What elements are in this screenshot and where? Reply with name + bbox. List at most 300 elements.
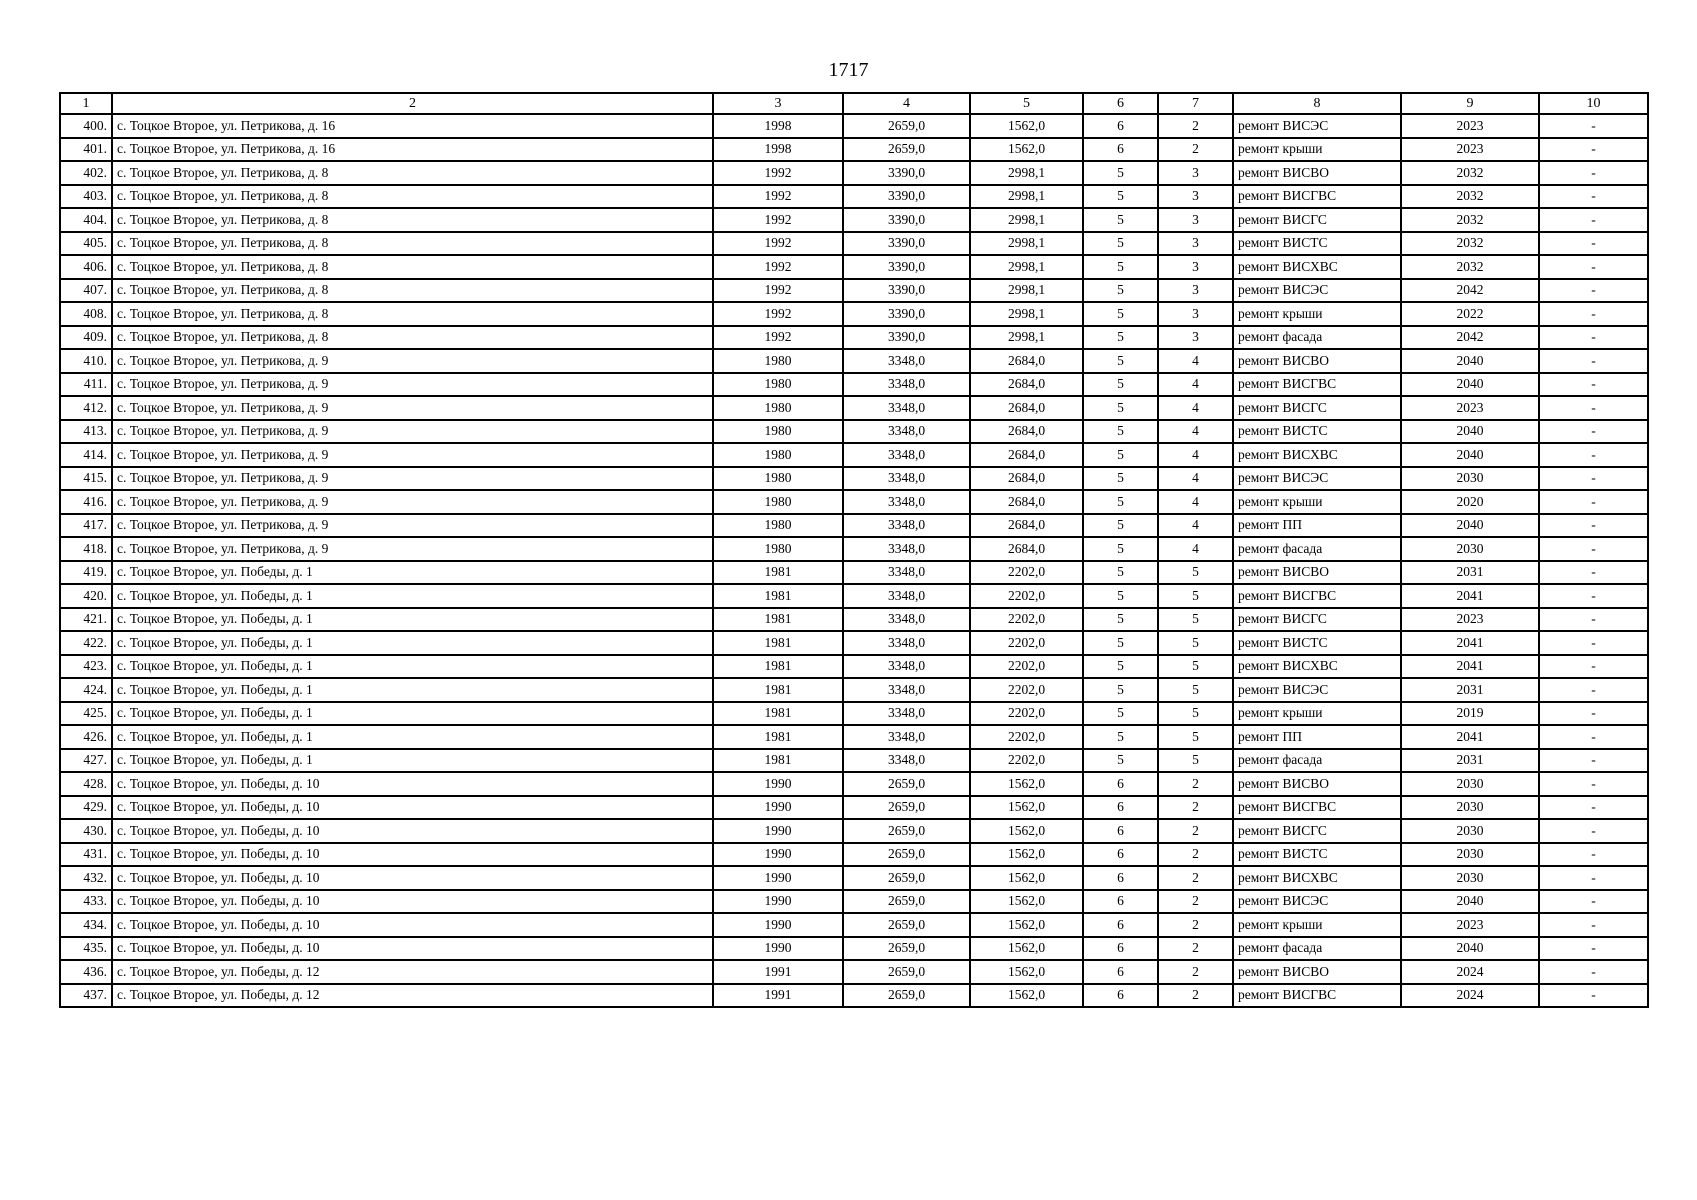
table-cell-col-10: -: [1539, 114, 1648, 138]
table-cell-col-10: -: [1539, 749, 1648, 773]
table-cell-col-8: ремонт ВИСГВС: [1233, 373, 1401, 397]
table-row: [60, 326, 1648, 350]
table-cell-col-8: ремонт ПП: [1233, 725, 1401, 749]
table-row: [60, 114, 1648, 138]
table-cell-col-8: ремонт ВИСГС: [1233, 396, 1401, 420]
table-row: [60, 208, 1648, 232]
table-cell-col-8: ремонт ВИСЭС: [1233, 890, 1401, 914]
table-cell-col-10: -: [1539, 185, 1648, 209]
table-cell-col-3: 1981: [713, 678, 843, 702]
table-cell-col-9: 2030: [1401, 796, 1539, 820]
table-cell-col-7: 2: [1158, 114, 1233, 138]
table-cell-col-2: с. Тоцкое Второе, ул. Петрикова, д. 9: [112, 396, 713, 420]
table-cell-col-3: 1990: [713, 866, 843, 890]
column-header-10: 10: [1539, 93, 1648, 114]
table-cell-col-8: ремонт крыши: [1233, 702, 1401, 726]
table-cell-col-7: 2: [1158, 913, 1233, 937]
table-cell-col-6: 5: [1083, 232, 1158, 256]
table-cell-col-4: 3390,0: [843, 185, 970, 209]
table-cell-col-9: 2023: [1401, 913, 1539, 937]
table-cell-col-6: 5: [1083, 725, 1158, 749]
table-cell-col-5: 1562,0: [970, 138, 1083, 162]
table-cell-col-2: с. Тоцкое Второе, ул. Победы, д. 10: [112, 937, 713, 961]
table-row: [60, 937, 1648, 961]
table-cell-col-6: 5: [1083, 749, 1158, 773]
table-cell-col-9: 2040: [1401, 937, 1539, 961]
table-cell-col-8: ремонт крыши: [1233, 138, 1401, 162]
table-cell-col-3: 1981: [713, 702, 843, 726]
table-row: [60, 725, 1648, 749]
table-cell-col-8: ремонт ВИСХВС: [1233, 443, 1401, 467]
table-cell-col-9: 2030: [1401, 537, 1539, 561]
table-cell-col-7: 3: [1158, 161, 1233, 185]
table-cell-col-10: -: [1539, 772, 1648, 796]
table-cell-col-6: 5: [1083, 608, 1158, 632]
table-cell-col-7: 2: [1158, 960, 1233, 984]
table-cell-col-2: с. Тоцкое Второе, ул. Победы, д. 1: [112, 608, 713, 632]
table-cell-col-2: с. Тоцкое Второе, ул. Петрикова, д. 8: [112, 279, 713, 303]
table-cell-col-6: 6: [1083, 114, 1158, 138]
table-cell-col-4: 3390,0: [843, 279, 970, 303]
table-row: [60, 702, 1648, 726]
table-cell-col-2: с. Тоцкое Второе, ул. Победы, д. 1: [112, 561, 713, 585]
table-cell-col-1: 423.: [60, 655, 112, 679]
table-cell-col-6: 6: [1083, 819, 1158, 843]
table-cell-col-6: 5: [1083, 631, 1158, 655]
table-cell-col-2: с. Тоцкое Второе, ул. Победы, д. 1: [112, 584, 713, 608]
table-cell-col-2: с. Тоцкое Второе, ул. Петрикова, д. 16: [112, 138, 713, 162]
table-cell-col-5: 1562,0: [970, 866, 1083, 890]
table-cell-col-6: 5: [1083, 326, 1158, 350]
table-row: [60, 302, 1648, 326]
table-cell-col-4: 3348,0: [843, 396, 970, 420]
table-cell-col-6: 5: [1083, 678, 1158, 702]
table-cell-col-3: 1980: [713, 349, 843, 373]
table-cell-col-5: 2684,0: [970, 373, 1083, 397]
table-cell-col-7: 2: [1158, 138, 1233, 162]
table-cell-col-10: -: [1539, 161, 1648, 185]
table-cell-col-2: с. Тоцкое Второе, ул. Петрикова, д. 16: [112, 114, 713, 138]
table-cell-col-1: 432.: [60, 866, 112, 890]
table-row: [60, 960, 1648, 984]
table-cell-col-4: 2659,0: [843, 937, 970, 961]
table-row: [60, 373, 1648, 397]
table-cell-col-5: 1562,0: [970, 796, 1083, 820]
table-cell-col-7: 5: [1158, 584, 1233, 608]
table-row: [60, 890, 1648, 914]
table-cell-col-1: 431.: [60, 843, 112, 867]
table-cell-col-4: 3390,0: [843, 326, 970, 350]
table-cell-col-7: 3: [1158, 326, 1233, 350]
table-cell-col-2: с. Тоцкое Второе, ул. Победы, д. 10: [112, 866, 713, 890]
table-cell-col-7: 5: [1158, 655, 1233, 679]
column-header-7: 7: [1158, 93, 1233, 114]
table-cell-col-7: 5: [1158, 561, 1233, 585]
table-row: [60, 279, 1648, 303]
table-cell-col-4: 3348,0: [843, 373, 970, 397]
table-cell-col-8: ремонт ВИСВО: [1233, 960, 1401, 984]
table-cell-col-10: -: [1539, 725, 1648, 749]
table-cell-col-10: -: [1539, 890, 1648, 914]
table-cell-col-1: 409.: [60, 326, 112, 350]
table-row: [60, 232, 1648, 256]
table-cell-col-7: 3: [1158, 232, 1233, 256]
table-cell-col-9: 2023: [1401, 138, 1539, 162]
table-cell-col-3: 1992: [713, 255, 843, 279]
column-header-6: 6: [1083, 93, 1158, 114]
table-cell-col-4: 3348,0: [843, 584, 970, 608]
table-cell-col-4: 3348,0: [843, 443, 970, 467]
table-row: [60, 349, 1648, 373]
table-cell-col-3: 1980: [713, 537, 843, 561]
table-cell-col-8: ремонт ПП: [1233, 514, 1401, 538]
table-cell-col-5: 2202,0: [970, 655, 1083, 679]
table-cell-col-7: 2: [1158, 843, 1233, 867]
table-row: [60, 396, 1648, 420]
table-cell-col-6: 5: [1083, 561, 1158, 585]
table-cell-col-5: 1562,0: [970, 843, 1083, 867]
table-cell-col-1: 405.: [60, 232, 112, 256]
table-cell-col-6: 5: [1083, 396, 1158, 420]
table-cell-col-7: 5: [1158, 608, 1233, 632]
table-cell-col-3: 1980: [713, 467, 843, 491]
table-cell-col-5: 2202,0: [970, 631, 1083, 655]
table-cell-col-8: ремонт крыши: [1233, 913, 1401, 937]
table-cell-col-10: -: [1539, 208, 1648, 232]
table-cell-col-8: ремонт ВИСВО: [1233, 161, 1401, 185]
table-row: [60, 561, 1648, 585]
table-cell-col-2: с. Тоцкое Второе, ул. Победы, д. 10: [112, 796, 713, 820]
table-cell-col-4: 2659,0: [843, 866, 970, 890]
table-cell-col-1: 418.: [60, 537, 112, 561]
table-cell-col-2: с. Тоцкое Второе, ул. Петрикова, д. 9: [112, 443, 713, 467]
table-cell-col-3: 1992: [713, 232, 843, 256]
table-cell-col-1: 415.: [60, 467, 112, 491]
table-cell-col-2: с. Тоцкое Второе, ул. Победы, д. 1: [112, 678, 713, 702]
table-cell-col-8: ремонт фасада: [1233, 537, 1401, 561]
table-cell-col-3: 1981: [713, 749, 843, 773]
table-cell-col-8: ремонт ВИСВО: [1233, 772, 1401, 796]
table-cell-col-6: 5: [1083, 349, 1158, 373]
table-cell-col-1: 427.: [60, 749, 112, 773]
table-cell-col-8: ремонт ВИСГС: [1233, 819, 1401, 843]
table-cell-col-10: -: [1539, 279, 1648, 303]
table-cell-col-5: 2684,0: [970, 396, 1083, 420]
table-cell-col-1: 411.: [60, 373, 112, 397]
table-cell-col-3: 1980: [713, 420, 843, 444]
table-cell-col-9: 2042: [1401, 326, 1539, 350]
table-cell-col-5: 2684,0: [970, 443, 1083, 467]
table-row: [60, 490, 1648, 514]
table-cell-col-3: 1981: [713, 655, 843, 679]
table-cell-col-3: 1990: [713, 772, 843, 796]
table-cell-col-10: -: [1539, 302, 1648, 326]
table-cell-col-4: 3348,0: [843, 749, 970, 773]
table-cell-col-7: 4: [1158, 420, 1233, 444]
table-cell-col-2: с. Тоцкое Второе, ул. Победы, д. 10: [112, 843, 713, 867]
table-cell-col-9: 2041: [1401, 725, 1539, 749]
table-cell-col-2: с. Тоцкое Второе, ул. Победы, д. 1: [112, 702, 713, 726]
table-cell-col-6: 5: [1083, 185, 1158, 209]
table-cell-col-1: 406.: [60, 255, 112, 279]
table-cell-col-6: 5: [1083, 584, 1158, 608]
table-row: [60, 514, 1648, 538]
table-cell-col-3: 1980: [713, 514, 843, 538]
table-cell-col-3: 1981: [713, 725, 843, 749]
table-cell-col-8: ремонт фасада: [1233, 326, 1401, 350]
table-cell-col-5: 2684,0: [970, 420, 1083, 444]
table-cell-col-3: 1980: [713, 373, 843, 397]
table-cell-col-1: 433.: [60, 890, 112, 914]
table-cell-col-7: 3: [1158, 302, 1233, 326]
table-cell-col-9: 2023: [1401, 396, 1539, 420]
table-cell-col-1: 430.: [60, 819, 112, 843]
table-cell-col-4: 3390,0: [843, 161, 970, 185]
table-cell-col-3: 1991: [713, 960, 843, 984]
table-cell-col-4: 3348,0: [843, 537, 970, 561]
table-cell-col-2: с. Тоцкое Второе, ул. Петрикова, д. 8: [112, 161, 713, 185]
table-cell-col-3: 1990: [713, 937, 843, 961]
table-row: [60, 185, 1648, 209]
table-cell-col-9: 2023: [1401, 114, 1539, 138]
table-cell-col-8: ремонт ВИСГВС: [1233, 984, 1401, 1008]
table-row: [60, 655, 1648, 679]
table-cell-col-10: -: [1539, 913, 1648, 937]
table-cell-col-8: ремонт ВИСЭС: [1233, 114, 1401, 138]
table-cell-col-1: 412.: [60, 396, 112, 420]
table-cell-col-10: -: [1539, 443, 1648, 467]
table-cell-col-10: -: [1539, 537, 1648, 561]
table-cell-col-3: 1998: [713, 138, 843, 162]
table-cell-col-9: 2042: [1401, 279, 1539, 303]
table-cell-col-6: 5: [1083, 514, 1158, 538]
table-cell-col-5: 2202,0: [970, 749, 1083, 773]
table-cell-col-3: 1981: [713, 584, 843, 608]
table-cell-col-7: 2: [1158, 984, 1233, 1008]
table-row: [60, 678, 1648, 702]
table-cell-col-2: с. Тоцкое Второе, ул. Петрикова, д. 9: [112, 467, 713, 491]
table-cell-col-6: 6: [1083, 937, 1158, 961]
table-cell-col-5: 2998,1: [970, 255, 1083, 279]
table-cell-col-9: 2031: [1401, 678, 1539, 702]
table-cell-col-7: 2: [1158, 890, 1233, 914]
table-cell-col-7: 4: [1158, 443, 1233, 467]
table-cell-col-4: 3348,0: [843, 725, 970, 749]
table-cell-col-10: -: [1539, 584, 1648, 608]
table-cell-col-1: 401.: [60, 138, 112, 162]
table-cell-col-4: 3348,0: [843, 514, 970, 538]
table-cell-col-6: 6: [1083, 138, 1158, 162]
table-cell-col-4: 3390,0: [843, 232, 970, 256]
table-cell-col-2: с. Тоцкое Второе, ул. Победы, д. 1: [112, 631, 713, 655]
table-cell-col-8: ремонт крыши: [1233, 490, 1401, 514]
column-header-9: 9: [1401, 93, 1539, 114]
table-cell-col-5: 1562,0: [970, 913, 1083, 937]
table-cell-col-2: с. Тоцкое Второе, ул. Петрикова, д. 8: [112, 232, 713, 256]
table-cell-col-10: -: [1539, 608, 1648, 632]
table-cell-col-10: -: [1539, 255, 1648, 279]
table-cell-col-8: ремонт ВИСХВС: [1233, 655, 1401, 679]
table-cell-col-3: 1992: [713, 302, 843, 326]
table-cell-col-4: 3348,0: [843, 608, 970, 632]
table-cell-col-7: 2: [1158, 796, 1233, 820]
table-cell-col-5: 1562,0: [970, 984, 1083, 1008]
table-cell-col-3: 1980: [713, 396, 843, 420]
table-cell-col-6: 5: [1083, 302, 1158, 326]
table-cell-col-7: 5: [1158, 631, 1233, 655]
table-cell-col-5: 2998,1: [970, 302, 1083, 326]
table-cell-col-7: 4: [1158, 373, 1233, 397]
table-cell-col-2: с. Тоцкое Второе, ул. Победы, д. 10: [112, 772, 713, 796]
table-cell-col-6: 5: [1083, 537, 1158, 561]
table-cell-col-10: -: [1539, 349, 1648, 373]
table-header-row: [60, 93, 1648, 114]
table-cell-col-4: 2659,0: [843, 114, 970, 138]
table-cell-col-7: 3: [1158, 185, 1233, 209]
table-cell-col-1: 422.: [60, 631, 112, 655]
table-cell-col-10: -: [1539, 138, 1648, 162]
table-cell-col-1: 417.: [60, 514, 112, 538]
table-cell-col-9: 2030: [1401, 467, 1539, 491]
table-row: [60, 749, 1648, 773]
table-cell-col-9: 2030: [1401, 866, 1539, 890]
table-cell-col-2: с. Тоцкое Второе, ул. Петрикова, д. 9: [112, 514, 713, 538]
table-cell-col-3: 1992: [713, 185, 843, 209]
table-cell-col-3: 1981: [713, 631, 843, 655]
table-cell-col-8: ремонт ВИСГВС: [1233, 584, 1401, 608]
table-row: [60, 161, 1648, 185]
table-cell-col-3: 1992: [713, 208, 843, 232]
table-cell-col-1: 428.: [60, 772, 112, 796]
table-cell-col-3: 1990: [713, 796, 843, 820]
table-cell-col-7: 5: [1158, 725, 1233, 749]
table-cell-col-4: 3348,0: [843, 561, 970, 585]
table-cell-col-7: 4: [1158, 467, 1233, 491]
table-cell-col-9: 2019: [1401, 702, 1539, 726]
table-cell-col-2: с. Тоцкое Второе, ул. Победы, д. 10: [112, 819, 713, 843]
table-cell-col-1: 437.: [60, 984, 112, 1008]
table-cell-col-6: 5: [1083, 161, 1158, 185]
table-cell-col-4: 2659,0: [843, 138, 970, 162]
table-cell-col-7: 4: [1158, 349, 1233, 373]
table-cell-col-2: с. Тоцкое Второе, ул. Победы, д. 1: [112, 749, 713, 773]
table-cell-col-5: 2202,0: [970, 584, 1083, 608]
table-cell-col-1: 436.: [60, 960, 112, 984]
table-cell-col-7: 3: [1158, 208, 1233, 232]
table-cell-col-5: 1562,0: [970, 819, 1083, 843]
table-cell-col-1: 434.: [60, 913, 112, 937]
table-row: [60, 608, 1648, 632]
table-cell-col-5: 2202,0: [970, 678, 1083, 702]
table-cell-col-1: 425.: [60, 702, 112, 726]
table-row: [60, 255, 1648, 279]
table-cell-col-1: 407.: [60, 279, 112, 303]
table-cell-col-4: 3348,0: [843, 420, 970, 444]
table-cell-col-3: 1992: [713, 279, 843, 303]
table-cell-col-7: 4: [1158, 537, 1233, 561]
table-row: [60, 843, 1648, 867]
table-row: [60, 772, 1648, 796]
table-cell-col-6: 5: [1083, 467, 1158, 491]
table-cell-col-10: -: [1539, 937, 1648, 961]
table-cell-col-1: 410.: [60, 349, 112, 373]
table-cell-col-5: 1562,0: [970, 890, 1083, 914]
table-cell-col-10: -: [1539, 561, 1648, 585]
table-cell-col-5: 2684,0: [970, 349, 1083, 373]
table-cell-col-2: с. Тоцкое Второе, ул. Петрикова, д. 8: [112, 185, 713, 209]
table-cell-col-6: 6: [1083, 960, 1158, 984]
table-cell-col-1: 420.: [60, 584, 112, 608]
table-cell-col-8: ремонт ВИСХВС: [1233, 866, 1401, 890]
table-cell-col-9: 2022: [1401, 302, 1539, 326]
table-cell-col-8: ремонт ВИСТС: [1233, 420, 1401, 444]
table-cell-col-6: 5: [1083, 702, 1158, 726]
table-row: [60, 796, 1648, 820]
table-cell-col-7: 4: [1158, 514, 1233, 538]
table-cell-col-5: 2684,0: [970, 537, 1083, 561]
table-cell-col-8: ремонт ВИСГС: [1233, 608, 1401, 632]
table-cell-col-8: ремонт ВИСТС: [1233, 631, 1401, 655]
table-cell-col-9: 2040: [1401, 443, 1539, 467]
table-cell-col-9: 2023: [1401, 608, 1539, 632]
table-cell-col-6: 6: [1083, 796, 1158, 820]
table-cell-col-5: 2998,1: [970, 208, 1083, 232]
table-cell-col-4: 3348,0: [843, 467, 970, 491]
table-row: [60, 537, 1648, 561]
table-cell-col-8: ремонт фасада: [1233, 937, 1401, 961]
column-header-5: 5: [970, 93, 1083, 114]
table-cell-col-9: 2040: [1401, 373, 1539, 397]
table-cell-col-10: -: [1539, 655, 1648, 679]
table-cell-col-5: 2998,1: [970, 326, 1083, 350]
table-cell-col-8: ремонт ВИСТС: [1233, 232, 1401, 256]
table-body: [60, 114, 1648, 1007]
table-cell-col-9: 2040: [1401, 349, 1539, 373]
table-cell-col-2: с. Тоцкое Второе, ул. Петрикова, д. 9: [112, 349, 713, 373]
table-cell-col-10: -: [1539, 490, 1648, 514]
table-cell-col-9: 2041: [1401, 655, 1539, 679]
column-header-1: 1: [60, 93, 112, 114]
table-cell-col-3: 1990: [713, 819, 843, 843]
table-row: [60, 584, 1648, 608]
table-row: [60, 819, 1648, 843]
table-cell-col-10: -: [1539, 373, 1648, 397]
table-cell-col-1: 429.: [60, 796, 112, 820]
table-cell-col-6: 6: [1083, 913, 1158, 937]
table-cell-col-3: 1998: [713, 114, 843, 138]
table-cell-col-1: 421.: [60, 608, 112, 632]
table-cell-col-2: с. Тоцкое Второе, ул. Победы, д. 1: [112, 725, 713, 749]
table-cell-col-10: -: [1539, 819, 1648, 843]
table-cell-col-9: 2030: [1401, 772, 1539, 796]
table-cell-col-9: 2024: [1401, 984, 1539, 1008]
table-cell-col-5: 2998,1: [970, 279, 1083, 303]
table-cell-col-6: 5: [1083, 655, 1158, 679]
table-cell-col-10: -: [1539, 678, 1648, 702]
table-cell-col-4: 3390,0: [843, 208, 970, 232]
table-cell-col-7: 4: [1158, 490, 1233, 514]
table-cell-col-8: ремонт ВИСГС: [1233, 208, 1401, 232]
table-cell-col-8: ремонт ВИСТС: [1233, 843, 1401, 867]
table-cell-col-2: с. Тоцкое Второе, ул. Победы, д. 10: [112, 890, 713, 914]
table-cell-col-5: 1562,0: [970, 772, 1083, 796]
table-cell-col-1: 404.: [60, 208, 112, 232]
table-cell-col-4: 2659,0: [843, 819, 970, 843]
table-cell-col-5: 2684,0: [970, 490, 1083, 514]
table-cell-col-9: 2032: [1401, 208, 1539, 232]
table-cell-col-3: 1980: [713, 490, 843, 514]
table-cell-col-2: с. Тоцкое Второе, ул. Петрикова, д. 8: [112, 255, 713, 279]
